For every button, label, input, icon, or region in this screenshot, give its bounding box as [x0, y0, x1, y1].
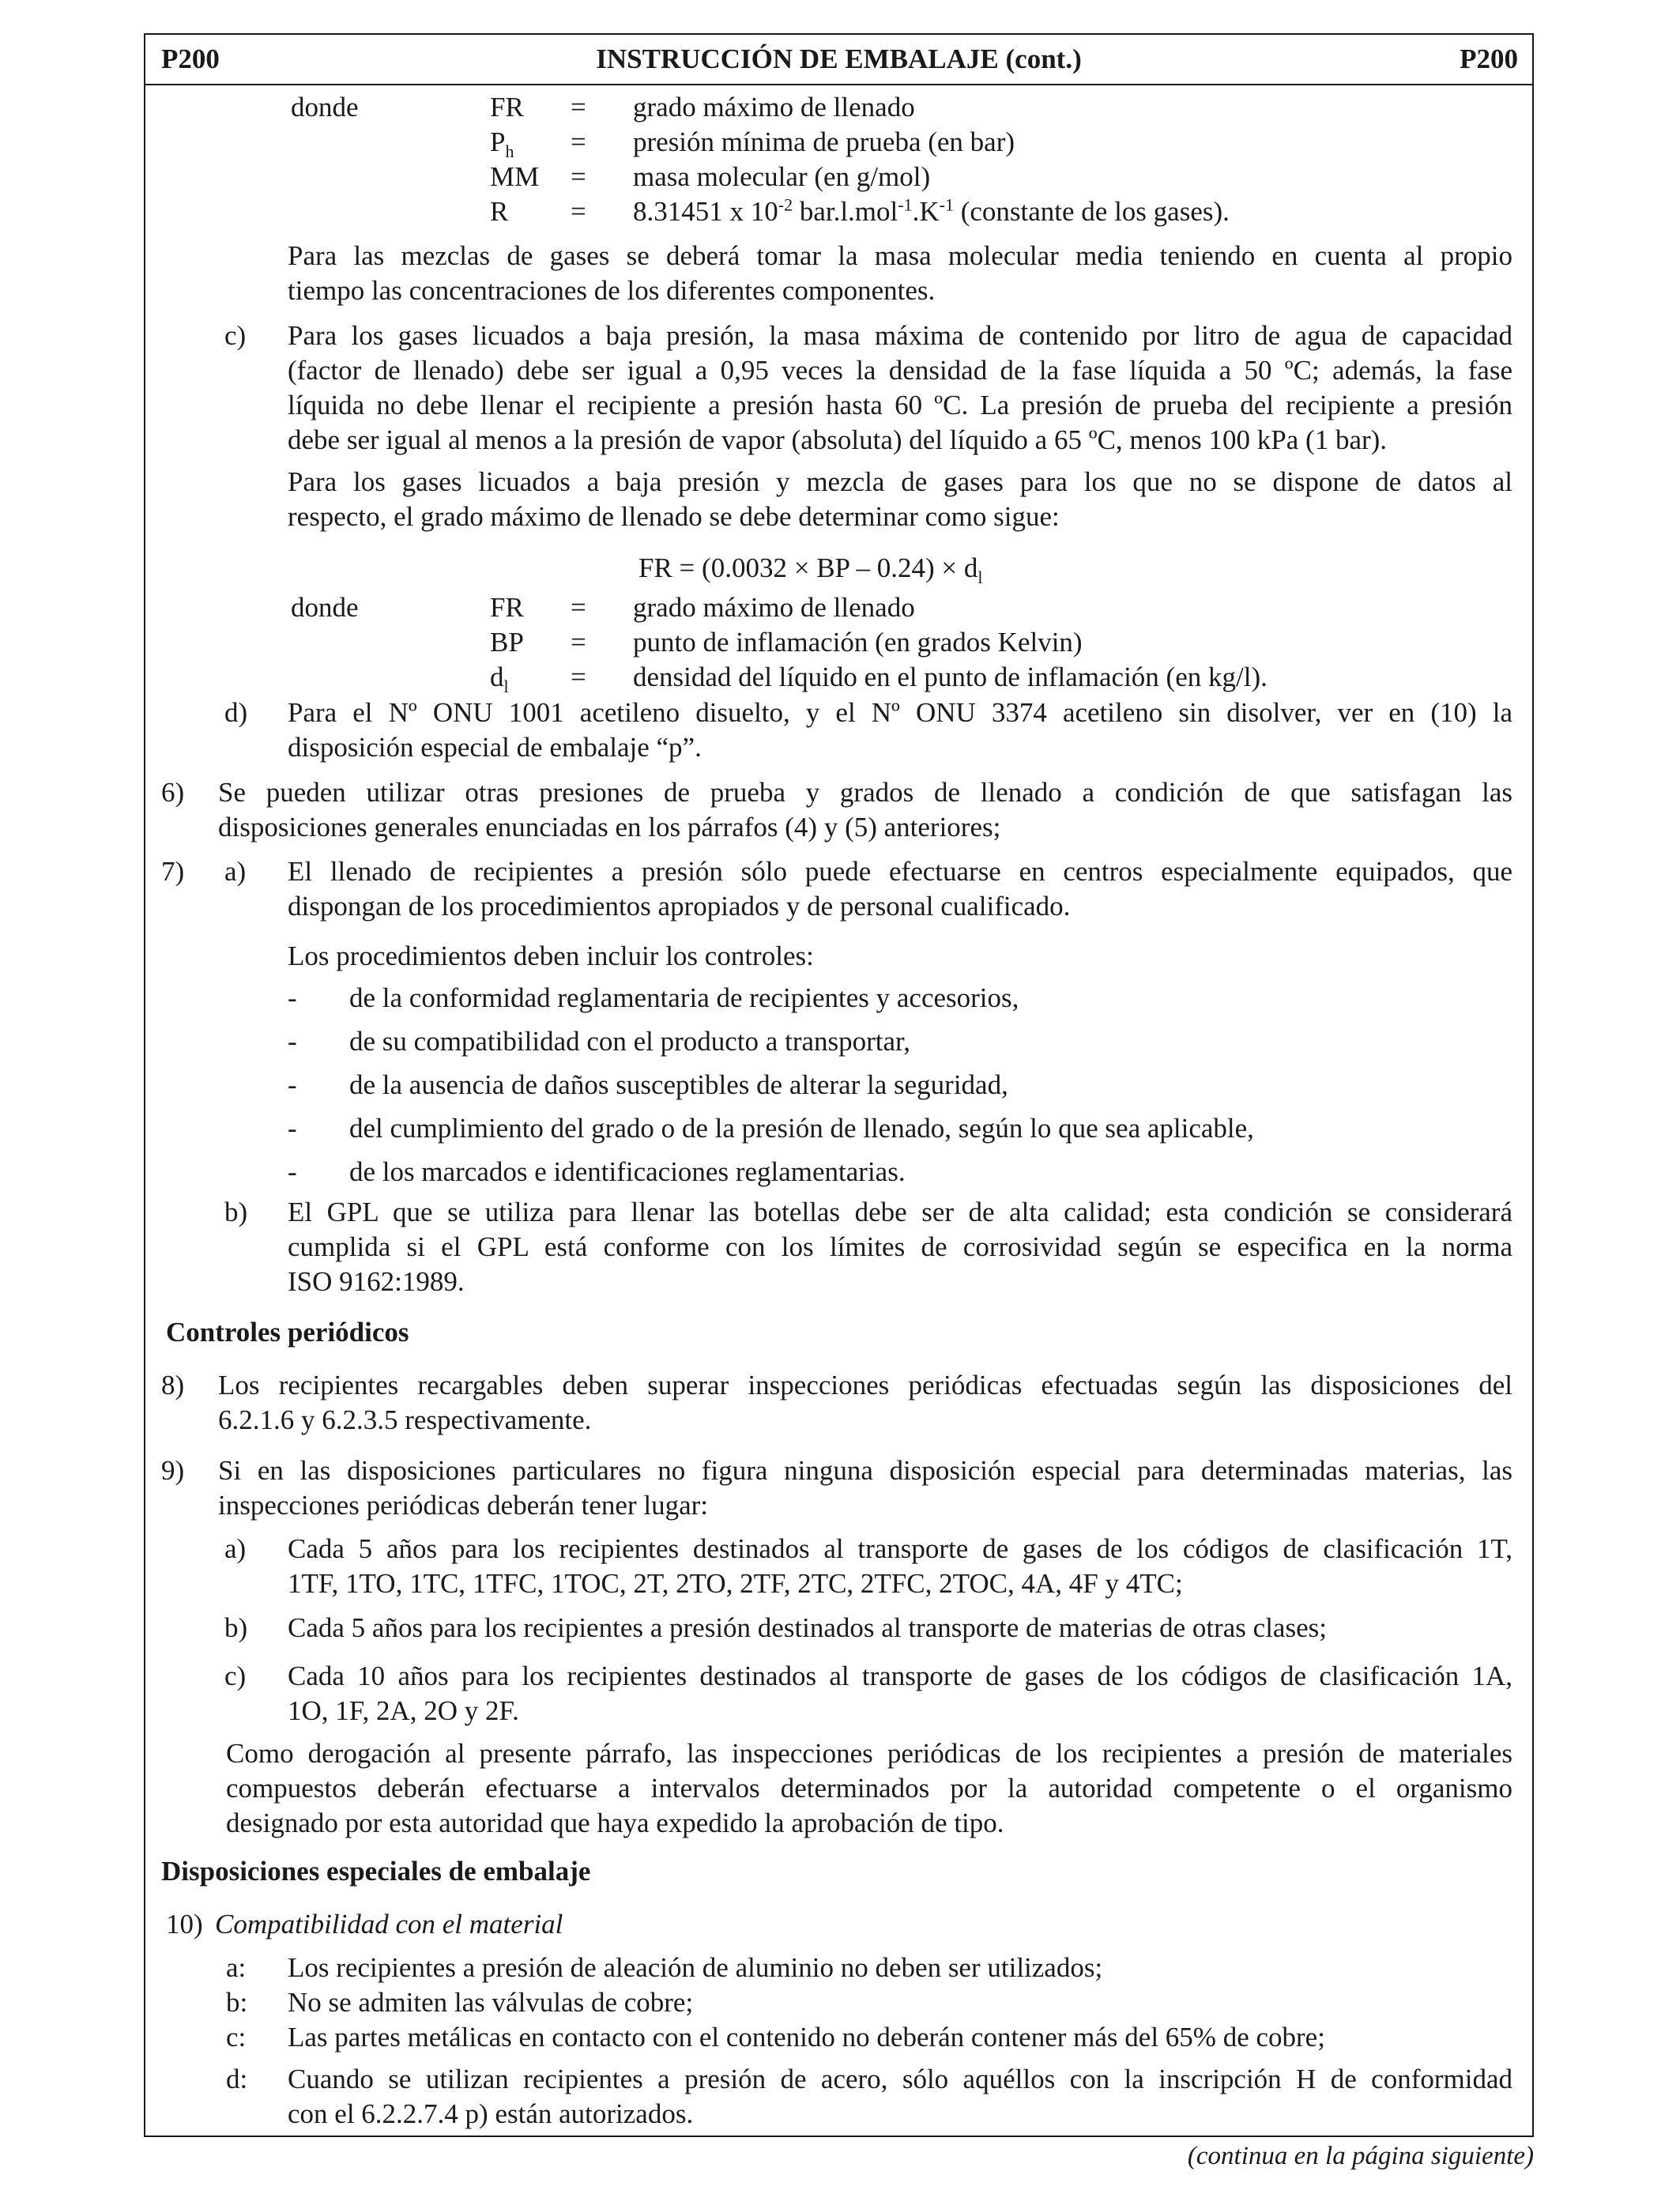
def-text: punto de inflamación (en grados Kelvin): [633, 627, 1083, 658]
list-item: de la conformidad reglamentaria de recipientes y accesorios,: [349, 982, 1019, 1013]
paragraph-line: 6.2.1.6 y 6.2.3.5 respectivamente.: [218, 1404, 592, 1435]
paragraph-line: respecto, el grado máximo de llenado se debe determinar como sigue:: [288, 501, 1060, 532]
paragraph-line: Para los gases licuados a baja presión y mezcla de gases para los que no se dispone de datos al: [288, 466, 1512, 497]
donde-label: donde: [291, 92, 359, 123]
paragraph-line: (factor de llenado) debe ser igual a 0,95 veces la densidad de la fase líquida a 50 ºC; además, la fase: [288, 355, 1512, 386]
def-text: masa molecular (en g/mol): [633, 161, 931, 192]
paragraph-number: 9): [161, 1455, 185, 1486]
paragraph-line: Los procedimientos deben incluir los controles:: [288, 941, 814, 971]
paragraph-line: Los recipientes recargables deben superar inspecciones periódicas efectuadas según las disposiciones del: [218, 1370, 1512, 1400]
paragraph-line: Para el Nº ONU 1001 acetileno disuelto, y el Nº ONU 3374 acetileno sin disolver, ver en (10) la: [288, 697, 1512, 728]
paragraph-number: 7): [161, 856, 185, 887]
list-item: del cumplimiento del grado o de la presión de llenado, según lo que sea aplicable,: [349, 1113, 1254, 1144]
continued-note: (continua en la página siguiente): [1187, 2142, 1534, 2170]
item-label: a): [224, 856, 247, 887]
def-text: presión mínima de prueba (en bar): [633, 126, 1015, 157]
def-symbol: FR: [490, 592, 524, 623]
list-item: No se admiten las válvulas de cobre;: [288, 1987, 694, 2018]
item-label: c:: [226, 2022, 247, 2053]
paragraph-line: Si en las disposiciones particulares no figura ninguna disposición especial para determinadas materias, las: [218, 1455, 1512, 1486]
list-item: Las partes metálicas en contacto con el contenido no deberán contener más del 65% de cobre;: [288, 2022, 1325, 2053]
item-label: a:: [226, 1952, 247, 1983]
bullet-dash: -: [288, 1113, 297, 1144]
def-symbol: R: [490, 196, 509, 227]
def-equals: =: [571, 126, 586, 157]
item-label: c): [224, 320, 247, 351]
paragraph-line: compuestos deberán efectuarse a intervalos determinados por la autoridad competente o el organismo: [226, 1773, 1512, 1804]
paragraph-line: Cada 10 años para los recipientes destinados al transporte de gases de los códigos de clasificación 1A,: [288, 1661, 1512, 1691]
section-heading: Disposiciones especiales de embalaje: [161, 1856, 591, 1887]
list-item: de los marcados e identificaciones reglamentarias.: [349, 1156, 906, 1187]
item-label: d:: [226, 2064, 248, 2094]
donde-label: donde: [291, 592, 359, 623]
paragraph-line: dispongan de los procedimientos apropiados y de personal cualificado.: [288, 891, 1071, 922]
subsection-title: Compatibilidad con el material: [215, 1909, 563, 1940]
paragraph-line: debe ser igual al menos a la presión de vapor (absoluta) del líquido a 65 ºC, menos 100 kPa (1 bar).: [288, 424, 1388, 455]
def-text: grado máximo de llenado: [633, 592, 915, 623]
paragraph-line: Cada 5 años para los recipientes destinados al transporte de gases de los códigos de clasificación 1T,: [288, 1533, 1512, 1564]
def-equals: =: [571, 161, 586, 192]
paragraph-line: inspecciones periódicas deberán tener lugar:: [218, 1490, 709, 1521]
paragraph-line: El llenado de recipientes a presión sólo puede efectuarse en centros especialmente equipados, que: [288, 856, 1512, 887]
paragraph-line: cumplida si el GPL está conforme con los límites de corrosividad según se especifica en la norma: [288, 1231, 1512, 1262]
paragraph-line: El GPL que se utiliza para llenar las botellas debe ser de alta calidad; esta condición se considerará: [288, 1197, 1512, 1227]
item-label: b): [224, 1612, 248, 1643]
bullet-dash: -: [288, 1069, 297, 1100]
def-equals: =: [571, 662, 586, 692]
header-title: INSTRUCCIÓN DE EMBALAJE (cont.): [596, 43, 1082, 74]
item-label: b): [224, 1197, 248, 1227]
paragraph-number: 6): [161, 777, 185, 808]
item-label: b:: [226, 1987, 248, 2018]
def-symbol: MM: [490, 161, 540, 192]
paragraph-line: con el 6.2.2.7.4 p) están autorizados.: [288, 2098, 694, 2129]
paragraph-line: líquida no debe llenar el recipiente a presión hasta 60 ºC. La presión de prueba del recipiente a presión: [288, 390, 1512, 420]
list-item: Los recipientes a presión de aleación de aluminio no deben ser utilizados;: [288, 1952, 1103, 1983]
def-equals: =: [571, 592, 586, 623]
def-equals: =: [571, 92, 586, 123]
def-text: densidad del líquido en el punto de inflamación (en kg/l).: [633, 662, 1268, 692]
bullet-dash: -: [288, 1156, 297, 1187]
def-equals: =: [571, 627, 586, 658]
paragraph-line: Como derogación al presente párrafo, las inspecciones periódicas de los recipientes a presión de materiales: [226, 1738, 1512, 1769]
def-symbol: $P_h$: [490, 126, 514, 161]
paragraph-line: Para las mezclas de gases se deberá tomar la masa molecular media teniendo en cuenta al propio: [288, 240, 1512, 271]
header-code-left: P200: [161, 43, 220, 74]
paragraph-number: 8): [161, 1370, 185, 1400]
def-symbol: BP: [490, 627, 524, 658]
fill-ratio-formula: FR = (0.0032 × BP – $0.24) \times d_l$: [638, 552, 983, 587]
paragraph-line: Se pueden utilizar otras presiones de prueba y grados de llenado a condición de que satisfagan las: [218, 777, 1512, 808]
paragraph-line: disposición especial de embalaje “p”.: [288, 732, 702, 763]
bullet-dash: -: [288, 1026, 297, 1057]
item-label: d): [224, 697, 248, 728]
def-equals: =: [571, 196, 586, 227]
paragraph-line: ISO 9162:1989.: [288, 1266, 465, 1297]
paragraph-line: 1O, 1F, 2A, 2O y 2F.: [288, 1695, 519, 1726]
paragraph-line: disposiciones generales enunciadas en los párrafos (4) y (5) anteriores;: [218, 812, 1001, 843]
def-symbol: $d_l$: [490, 662, 509, 696]
list-item: de la ausencia de daños susceptibles de alterar la seguridad,: [349, 1069, 1008, 1100]
page-header: [145, 35, 1532, 85]
paragraph-line: Para los gases licuados a baja presión, la masa máxima de contenido por litro de agua de capacidad: [288, 320, 1512, 351]
paragraph-line: designado por esta autoridad que haya expedido la aprobación de tipo.: [226, 1808, 1004, 1838]
paragraph-number: 10): [166, 1909, 203, 1940]
list-item: de su compatibilidad con el producto a transportar,: [349, 1026, 911, 1057]
bullet-dash: -: [288, 982, 297, 1013]
item-label: c): [224, 1661, 247, 1691]
def-text: grado máximo de llenado: [633, 92, 915, 123]
header-code-right: P200: [1460, 43, 1518, 74]
paragraph-line: tiempo las concentraciones de los diferentes componentes.: [288, 275, 936, 306]
item-label: a): [224, 1533, 247, 1564]
paragraph-line: Cuando se utilizan recipientes a presión de acero, sólo aquéllos con la inscripción H de conformidad: [288, 2064, 1512, 2094]
paragraph-line: Cada 5 años para los recipientes a presión destinados al transporte de materias de otras clases;: [288, 1612, 1327, 1643]
paragraph-line: 1TF, 1TO, 1TC, 1TFC, 1TOC, 2T, 2TO, 2TF, 2TC, 2TFC, 2TOC, 4A, 4F y 4TC;: [288, 1568, 1183, 1599]
gas-constant-text: 8.31451 x $10^{-2}$ $bar.l.mol^{-1}.K^{-1}$ (constante de los gases).: [633, 194, 1230, 227]
def-symbol: FR: [490, 92, 524, 123]
section-heading: Controles periódicos: [166, 1317, 409, 1348]
